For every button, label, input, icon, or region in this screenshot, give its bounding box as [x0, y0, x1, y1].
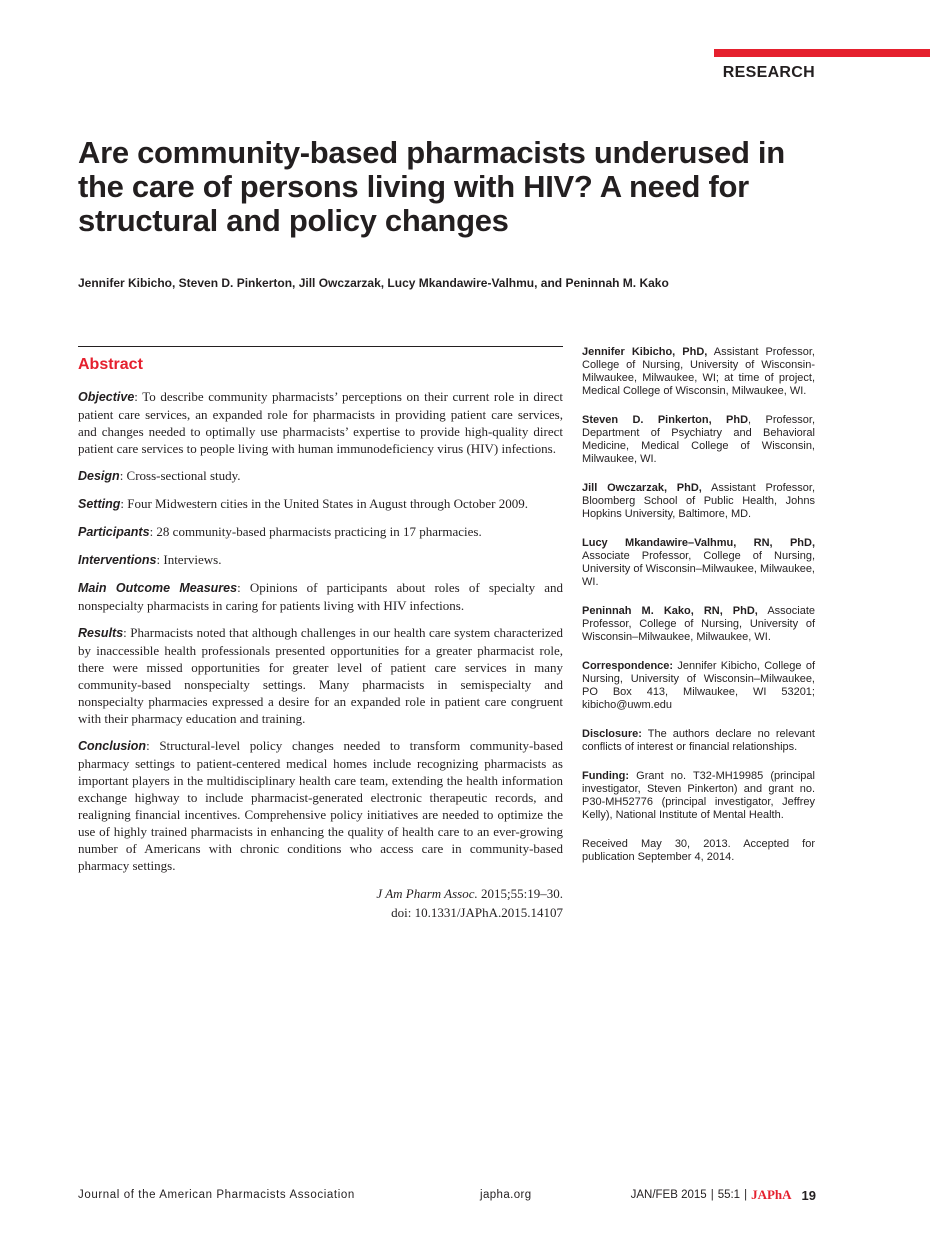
interventions-text: : Interviews.	[156, 552, 222, 567]
author-1-name: Jennifer Kibicho, PhD,	[582, 346, 708, 358]
author-list: Jennifer Kibicho, Steven D. Pinkerton, Jill Owczarzak, Lucy Mkandawire-Valhmu, and Peninnah M. Kako	[78, 276, 669, 290]
citation-line	[78, 884, 563, 903]
citation-journal: J Am Pharm Assoc.	[376, 886, 478, 901]
funding-text: Grant no. T32-MH19985 (principal investigator, Steven Pinkerton) and grant no. P30-MH52776 (principal investigator, Jeffrey Kelly), National Institute of Mental Health.	[582, 770, 815, 821]
outcome-text: : Opinions of participants about roles of specialty and nonspecialty pharmacists in caring for patients living with HIV infections.	[78, 580, 564, 613]
outcome-label: Main Outcome Measures	[78, 581, 238, 595]
objective-text: : To describe community pharmacists’ perceptions on their current role in direct patient care services, an expanded role for pharmacists in providing patient care services, and changes needed to optimally use pharmacists’ expertise to provide high-quality direct patient care services to people living with human immunodeficiency virus (HIV) infections.	[78, 389, 563, 456]
abstract-column	[78, 346, 563, 922]
footer-journal-name: Journal of the American Pharmacists Association	[78, 1189, 355, 1201]
setting-text: : Four Midwestern cities in the United States in August through October 2009.	[120, 496, 529, 511]
abstract-objective	[78, 388, 563, 457]
abstract-interventions	[78, 551, 563, 569]
abstract-conclusion	[78, 737, 563, 874]
abstract-participants	[78, 523, 563, 541]
received-note: Received May 30, 2013. Accepted for publication September 4, 2014.	[582, 838, 815, 863]
author-note-3	[582, 482, 815, 521]
conclusion-text: : Structural-level policy changes needed to transform community-based pharmacy settings to patient-centered medical homes include recognizing pharmacists as important players in the multidisciplinary health care team, extending the health information exchange highway to include pharmacist-generated electronic therapeutic records, and realigning financial incentives. Comprehensive policy initiatives are needed to optimize the use of highly trained pharmacists in enhancing the quality of health care to an ever-growing number of Americans with chronic conditions who access care in community-based pharmacy settings.	[78, 738, 563, 873]
author-note-2	[582, 414, 815, 466]
footer-separator-1: |	[710, 1189, 714, 1201]
funding-note	[582, 770, 815, 822]
results-text: : Pharmacists noted that although challenges in our health care system characterized by inaccessible health professionals presented opportunities for a greater pharmacist role, there were missed opportunities for greater level of patient care services in many community-based nonspecialty settings. Many pharmacists in semispecialty and nonspecialty pharmacies expressed a desire for an expanded role in patient care congruent with their pharmacy education and training.	[78, 625, 563, 726]
footer-brand-logo: JAPhA	[751, 1187, 792, 1202]
page-footer	[78, 1187, 816, 1205]
abstract-setting	[78, 495, 563, 513]
author-4-name: Lucy Mkandawire–Valhmu, RN, PhD,	[582, 537, 815, 549]
participants-label: Participants	[78, 525, 150, 539]
author-5-affiliation: Associate Professor, College of Nursing, University of Wisconsin–Milwaukee, Milwaukee, WI.	[582, 605, 816, 643]
disclosure-note	[582, 728, 815, 754]
abstract-results	[78, 624, 563, 727]
abstract-heading: Abstract	[78, 356, 143, 373]
funding-label: Funding:	[582, 770, 630, 782]
article-title: Are community-based pharmacists underused in the care of persons living with HIV? A need for structural and policy changes	[78, 135, 785, 238]
participants-text: : 28 community-based pharmacists practicing in 17 pharmacies.	[149, 524, 482, 539]
design-label: Design	[78, 469, 120, 483]
author-3-name: Jill Owczarzak, PhD,	[582, 482, 702, 494]
author-2-name: Steven D. Pinkerton, PhD	[582, 414, 749, 426]
setting-label: Setting	[78, 497, 121, 511]
citation-volume: 2015;55:19–30.	[477, 886, 563, 901]
author-1-affiliation: Assistant Professor, College of Nursing, University of Wisconsin-Milwaukee, Milwaukee, WI; at time of project, Medical College of Wisconsin, Milwaukee, WI.	[582, 346, 815, 397]
author-5-name: Peninnah M. Kako, RN, PhD,	[582, 605, 758, 617]
footer-issue-info	[631, 1187, 816, 1203]
correspondence-note	[582, 660, 815, 712]
section-label: RESEARCH	[722, 64, 815, 81]
abstract-outcome	[78, 579, 563, 614]
author-note-5	[582, 605, 815, 644]
citation-block	[78, 884, 563, 922]
section-accent-bar	[714, 49, 930, 57]
results-label: Results	[78, 626, 124, 640]
author-2-affiliation: , Professor, Department of Psychiatry and Behavioral Medicine, Medical College of Wisconsin, Milwaukee, WI.	[582, 414, 815, 465]
correspondence-text: Jennifer Kibicho, College of Nursing, University of Wisconsin–Milwaukee, PO Box 413, Milwaukee, WI 53201; kibicho@uwm.edu	[582, 660, 815, 711]
author-info-column	[582, 346, 815, 880]
disclosure-label: Disclosure:	[582, 728, 642, 740]
footer-website-link[interactable]: japha.org	[480, 1189, 532, 1201]
doi-line: doi: 10.1331/JAPhA.2015.14107	[391, 905, 563, 920]
interventions-label: Interventions	[78, 553, 157, 567]
author-note-4	[582, 537, 815, 589]
objective-label: Objective	[78, 390, 135, 404]
footer-volume: 55:1	[717, 1189, 741, 1201]
page-number: 19	[801, 1187, 816, 1203]
author-4-affiliation: Associate Professor, College of Nursing, University of Wisconsin–Milwaukee, Milwaukee, WI.	[582, 550, 815, 588]
author-3-affiliation: Assistant Professor, Bloomberg School of Public Health, Johns Hopkins University, Baltimore, MD.	[582, 482, 815, 520]
correspondence-label: Correspondence:	[582, 660, 674, 672]
footer-issue-date: JAN/FEB 2015	[630, 1189, 707, 1201]
abstract-design	[78, 467, 563, 485]
conclusion-label: Conclusion	[78, 739, 147, 753]
author-note-1	[582, 346, 815, 398]
footer-separator-2: |	[744, 1189, 748, 1201]
disclosure-text: The authors declare no relevant conflicts of interest or financial relationships.	[582, 728, 815, 753]
design-text: : Cross-sectional study.	[119, 468, 241, 483]
